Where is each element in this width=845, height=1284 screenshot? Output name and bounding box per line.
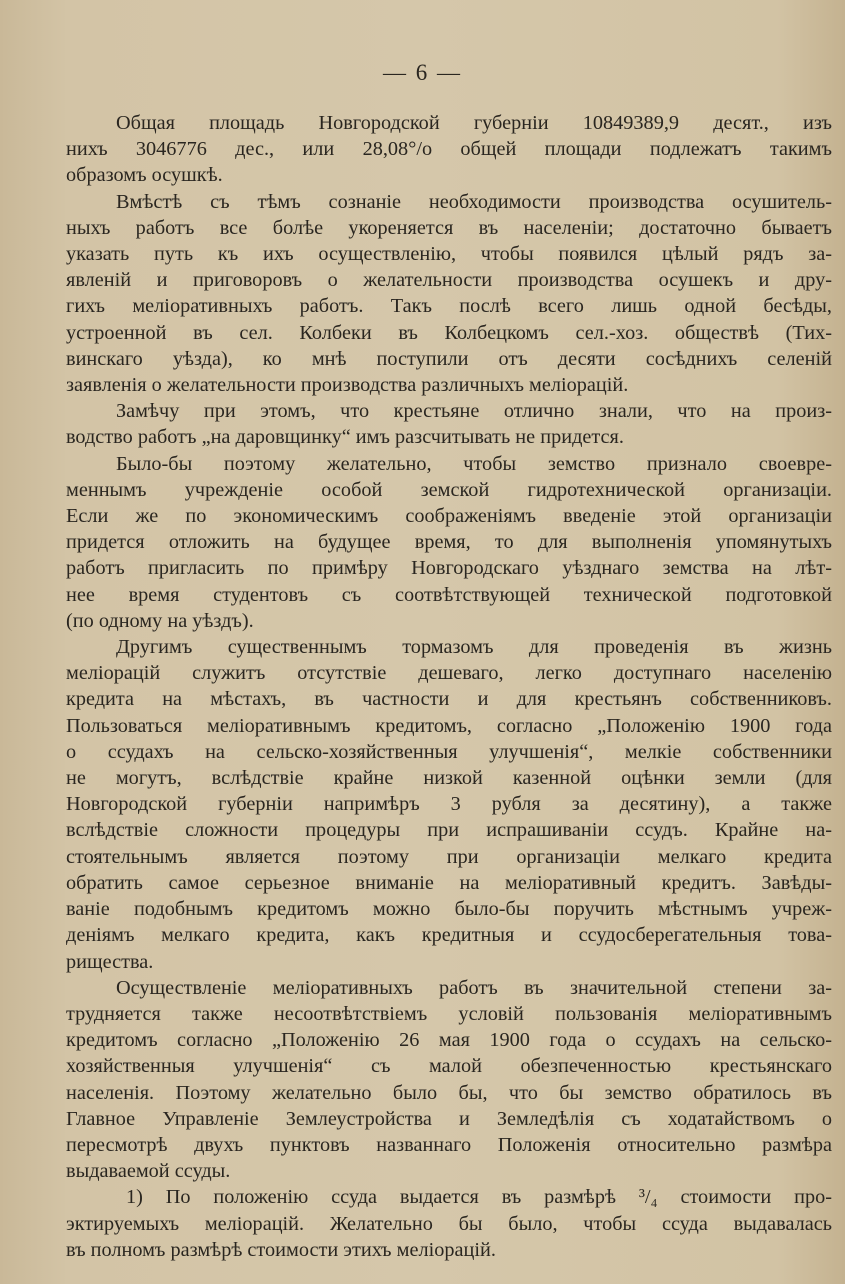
text-line: ныхъ работъ все болѣе укореняется въ населеніи; достаточно бываетъ — [66, 216, 832, 239]
text-line: кредита на мѣстахъ, въ частности и для крестьянъ собственниковъ. — [66, 688, 832, 711]
text-line: Если же по экономическимъ соображеніямъ введеніе этой организаціи — [66, 505, 832, 528]
text-line: стоятельнымъ является поэтому при организаціи мелкаго кредита — [66, 845, 832, 868]
text-line: трудняется также несоотвѣтствіемъ условій пользованія меліоративнымъ — [66, 1002, 832, 1025]
text-line: нее время студентовъ съ соотвѣтствующей технической подготовкой — [66, 583, 832, 606]
text-line: выдаваемой ссуды. — [66, 1160, 231, 1183]
text-line: не могутъ, вслѣдствіе крайне низкой казенной оцѣнки земли (для — [66, 767, 832, 790]
document-body — [66, 110, 832, 1263]
text-line: заявленія о желательности производства различныхъ меліорацій. — [66, 374, 629, 397]
paragraph — [66, 398, 832, 450]
text-line: работъ пригласить по примѣру Новгородскаго уѣзднаго земства на лѣт- — [66, 557, 832, 580]
text-line: въ полномъ размѣрѣ стоимости этихъ меліорацій. — [66, 1238, 496, 1261]
text-line: ваніе подобнымъ кредитомъ можно было-бы поручить мѣстнымъ учреж- — [66, 898, 832, 921]
text-line: рищества. — [66, 950, 154, 973]
text-line: 1) По положенію ссуда выдается въ размѣрѣ ³/₄ стоимости про- — [126, 1186, 832, 1209]
paragraph — [66, 451, 832, 634]
paragraph — [66, 110, 832, 189]
text-line: Осуществленіе меліоративныхъ работъ въ значительной степени за- — [116, 976, 832, 999]
text-line: Общая площадь Новгородской губерніи 10849389,9 десят., изъ — [116, 112, 832, 134]
text-line: вслѣдствіе сложности процедуры при испрашиваніи ссудъ. Крайне на- — [66, 819, 832, 842]
text-line: Было-бы поэтому желательно, чтобы земство признало своевре- — [116, 452, 832, 475]
text-line: Главное Управленіе Землеустройства и Земледѣлія съ ходатайствомъ о — [66, 1107, 832, 1130]
text-line: обратить самое серьезное вниманіе на меліоративный кредитъ. Завѣды- — [66, 871, 832, 894]
text-line: меннымъ учрежденіе особой земской гидротехнической организаціи. — [66, 478, 832, 501]
text-line: Другимъ существеннымъ тормазомъ для проведенія въ жизнь — [116, 636, 832, 659]
text-line: хозяйственныя улучшенія“ съ малой обезпеченностью крестьянскаго — [66, 1055, 832, 1078]
paragraph — [66, 1184, 832, 1263]
text-line: Замѣчу при этомъ, что крестьяне отлично знали, что на произ- — [116, 400, 832, 423]
paragraph — [66, 975, 832, 1185]
text-line: Пользоваться меліоративнымъ кредитомъ, согласно „Положенію 1900 года — [66, 714, 832, 737]
text-line: Вмѣстѣ съ тѣмъ сознаніе необходимости производства осушитель- — [116, 190, 832, 213]
text-line: деніямъ мелкаго кредита, какъ кредитныя и ссудосберегательныя това- — [66, 924, 832, 947]
text-line: населенія. Поэтому желательно было бы, что бы земство обратилось въ — [66, 1081, 832, 1104]
text-line: меліорацій служитъ отсутствіе дешеваго, легко доступнаго населенію — [66, 662, 832, 685]
text-line: нихъ 3046776 дес., или 28,08°/о общей площади подлежатъ такимъ — [66, 138, 832, 161]
text-line: придется отложить на будущее время, то для выполненія упомянутыхъ — [66, 531, 832, 554]
text-line: (по одному на уѣздъ). — [66, 609, 254, 632]
text-line: винскаго уѣзда), ко мнѣ поступили отъ десяти сосѣднихъ селеній — [66, 347, 832, 370]
text-line: водство работъ „на даровщинку“ имъ разсчитывать не придется. — [66, 426, 624, 449]
text-line: пересмотрѣ двухъ пунктовъ названнаго Положенія относительно размѣра — [66, 1133, 832, 1156]
text-line: кредитомъ согласно „Положенію 26 мая 1900 года о ссудахъ на сельско- — [66, 1029, 832, 1052]
paragraph — [66, 634, 832, 975]
text-line: образомъ осушкѣ. — [66, 164, 223, 187]
text-line: о ссудахъ на сельско-хозяйственныя улучшенія“, мелкіе собственники — [66, 740, 832, 763]
text-line: эктируемыхъ меліорацій. Желательно бы было, чтобы ссуда выдавалась — [66, 1212, 832, 1235]
text-line: устроенной въ сел. Колбеки въ Колбецкомъ сел.-хоз. обществѣ (Тих- — [66, 321, 832, 344]
paragraph — [66, 189, 832, 399]
text-line: указать путь къ ихъ осуществленію, чтобы появился цѣлый рядъ за- — [66, 243, 832, 266]
page-number: — 6 — — [383, 60, 462, 85]
text-line: Новгородской губерніи напримѣръ 3 рубля за десятину), а также — [66, 793, 832, 816]
text-line: явленій и приговоровъ о желательности производства осушекъ и дру- — [66, 269, 832, 292]
text-line: гихъ меліоративныхъ работъ. Такъ послѣ всего лишь одной бесѣды, — [66, 295, 832, 318]
